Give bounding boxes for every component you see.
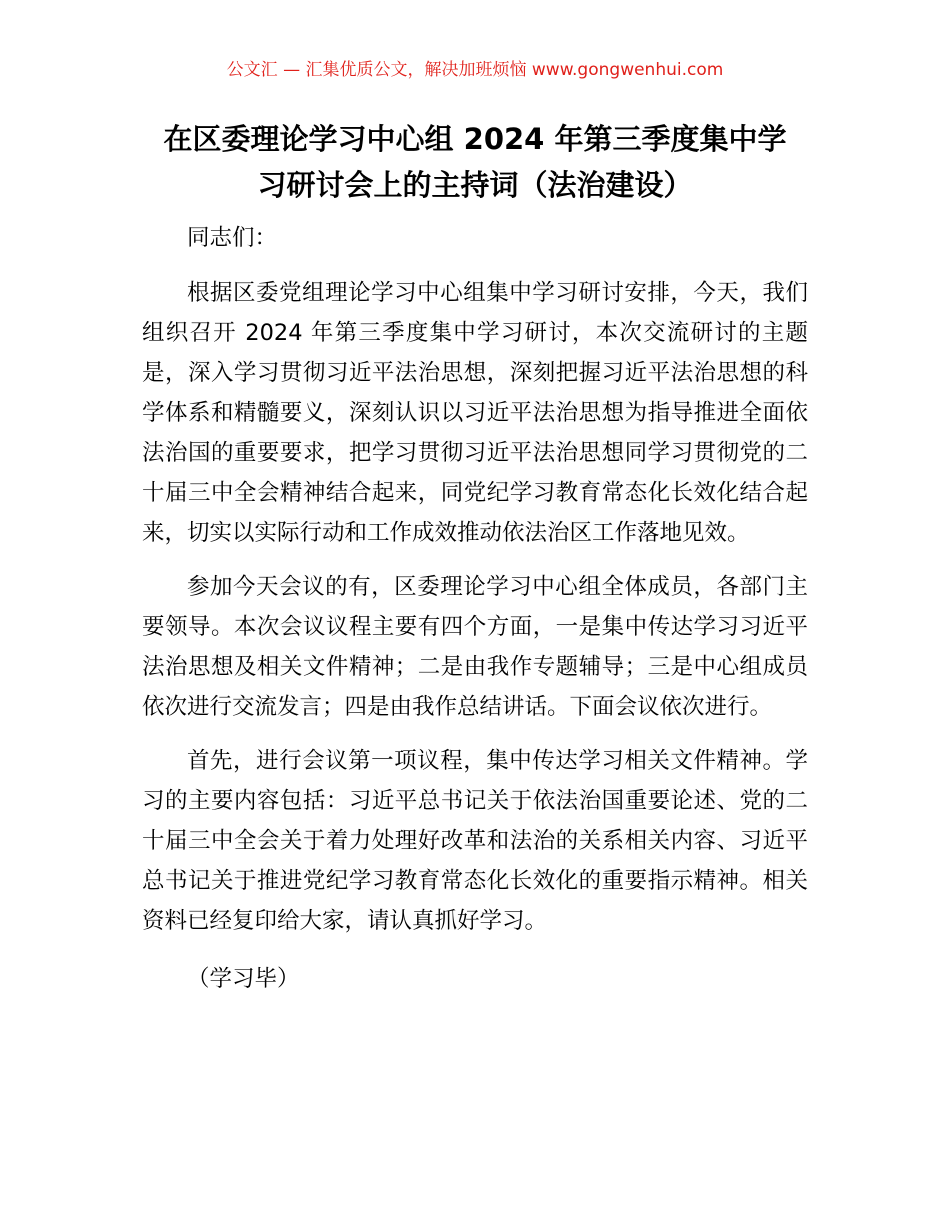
document-body <box>142 218 808 1013</box>
header-banner: 公文汇 — 汇集优质公文，解决加班烦恼 www.gongwenhui.com <box>226 60 724 80</box>
title-line-1: 在区委理论学习中心组 2024 年第三季度集中学 <box>163 122 787 156</box>
closing-note: （学习毕） <box>187 966 300 992</box>
paragraph-intro: 根据区委党组理论学习中心组集中学习研讨安排，今天，我们组织召开 2024 年第三季度集中学习研讨，本次交流研讨的主题是，深入学习贯彻习近平法治思想，深刻把握习近平法治思想的科学体系和精髓要义，深刻认识以习近平法治思想为指导推进全面依法治国的重要要求，把学习贯彻习近平法治思想同学习贯彻党的二十届三中全会精神结合起来，同党纪学习教育常态化长效化结合起来，切实以实际行动和工作成效推动依法治区工作落地见效。 <box>142 280 808 546</box>
salutation: 同志们： <box>187 225 278 251</box>
paragraph-agenda-first: 首先，进行会议第一项议程，集中传达学习相关文件精神。学习的主要内容包括：习近平总书记关于依法治国重要论述、党的二十届三中全会关于着力处理好改革和法治的关系相关内容、习近平总书记关于推进党纪学习教育常态化长效化的重要指示精神。相关资料已经复印给大家，请认真抓好学习。 <box>142 748 808 934</box>
document-title <box>142 116 808 208</box>
paragraph-attendees: 参加今天会议的有，区委理论学习中心组全体成员，各部门主要领导。本次会议议程主要有四个方面，一是集中传达学习习近平法治思想及相关文件精神；二是由我作专题辅导；三是中心组成员依次进行交流发言；四是由我作总结讲话。下面会议依次进行。 <box>142 574 808 720</box>
title-line-2: 习研讨会上的主持词（法治建设） <box>257 168 693 202</box>
